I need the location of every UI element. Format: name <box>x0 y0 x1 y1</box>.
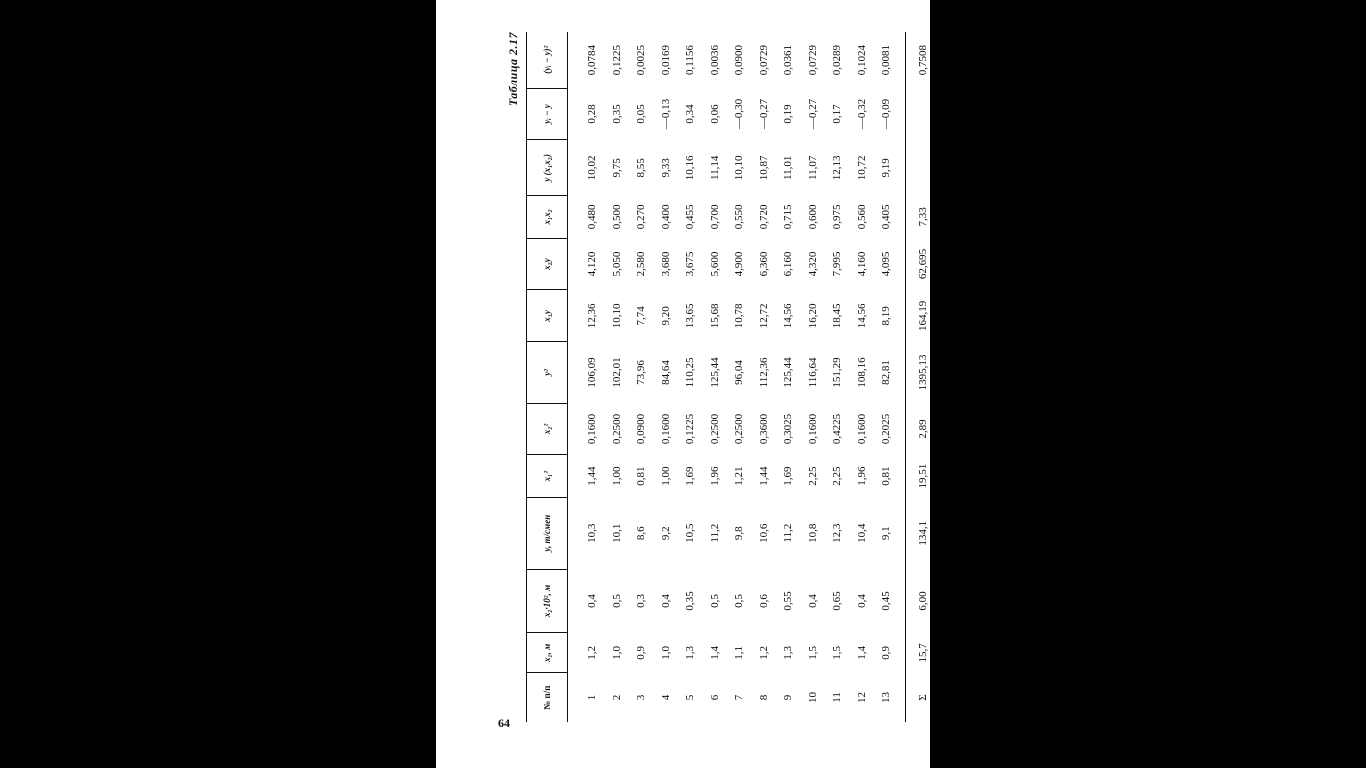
table-cell: 10,1 <box>610 523 623 543</box>
table-row <box>752 32 777 722</box>
table-cell: 0,65 <box>831 591 844 611</box>
table-cell: 10,4 <box>855 523 868 543</box>
table-cell: 0,1600 <box>586 413 599 445</box>
table-caption: Таблица 2.17 <box>506 32 520 107</box>
table-cell: 10,78 <box>733 303 746 329</box>
table-cell: 9,75 <box>610 158 623 178</box>
table-row <box>568 32 605 722</box>
table-cell: 12,3 <box>831 523 844 543</box>
table-row <box>850 32 875 722</box>
table-cell: 4,160 <box>855 251 868 277</box>
table-row <box>727 32 752 722</box>
header-cell: (yᵢ − y)² <box>527 32 568 88</box>
table-cell: 1,96 <box>708 466 721 486</box>
table-cell: 108,16 <box>855 357 868 388</box>
table-cell: 1,69 <box>782 466 795 486</box>
header-cell: x₂·10², м <box>527 569 568 633</box>
header-cell: x₂y <box>527 238 568 290</box>
table-cell: 112,36 <box>757 357 770 388</box>
rotated-table-block <box>502 32 929 722</box>
table-cell: 11 <box>831 692 844 703</box>
table-cell: 10,8 <box>806 523 819 543</box>
sum-cell: 134,1 <box>905 497 930 569</box>
table-cell: 0,0289 <box>831 44 844 76</box>
header-cell: yᵢ − y <box>527 88 568 140</box>
table-cell: 0,2500 <box>610 413 623 445</box>
table-cell: 10,5 <box>684 523 697 543</box>
table-cell: 0,2025 <box>880 413 893 445</box>
table-cell: 0,5 <box>708 594 721 608</box>
sum-cell: 164,19 <box>905 290 930 342</box>
table-cell: —0,27 <box>806 98 819 130</box>
table-cell: 10,3 <box>586 523 599 543</box>
table-cell: 0,0036 <box>708 44 721 76</box>
table-cell: 1,2 <box>757 646 770 660</box>
table-cell: 1,44 <box>757 466 770 486</box>
table-cell: 0,35 <box>610 104 623 124</box>
table-cell: 3,675 <box>684 251 697 277</box>
header-cell: y² <box>527 342 568 403</box>
table-cell: 1,00 <box>659 466 672 486</box>
table-cell: 73,96 <box>635 360 648 385</box>
table-cell: 0,45 <box>880 591 893 611</box>
table-cell: 0,0729 <box>806 44 819 76</box>
table-cell: 1,21 <box>733 466 746 486</box>
table-cell: 0,3025 <box>782 413 795 445</box>
table-cell: 4,095 <box>880 251 893 277</box>
table-row <box>678 32 703 722</box>
table-cell: 0,1156 <box>684 45 697 75</box>
table-cell: 1,5 <box>831 646 844 660</box>
table-cell: 0,1600 <box>659 413 672 445</box>
table-cell: 7,995 <box>831 251 844 277</box>
table-cell: 0,0729 <box>757 44 770 76</box>
table-cell: 9,20 <box>659 306 672 326</box>
header-cell: № п/п <box>527 673 568 722</box>
header-cell: y, т/смен <box>527 497 568 569</box>
table-cell: 14,56 <box>782 303 795 329</box>
table-cell: 0,600 <box>806 204 819 230</box>
table-cell: 0,28 <box>586 104 599 124</box>
table-cell: 1,44 <box>586 466 599 486</box>
table-cell: 0,560 <box>855 204 868 230</box>
table-cell: 4,120 <box>586 251 599 277</box>
table-cell: 7 <box>733 694 746 701</box>
table-cell: 10,02 <box>586 155 599 181</box>
table-row <box>801 32 826 722</box>
table-cell: 10,10 <box>610 303 623 329</box>
table-cell: 0,1225 <box>610 44 623 76</box>
sum-cell: 6,00 <box>905 569 930 633</box>
table-cell: 0,81 <box>635 466 648 486</box>
table-row <box>776 32 801 722</box>
table-cell: 125,44 <box>708 357 721 388</box>
table-cell: 10 <box>806 691 819 703</box>
table-cell: 9,2 <box>659 526 672 541</box>
table-cell: 84,64 <box>659 360 672 385</box>
table-cell: 0,4 <box>586 594 599 608</box>
table-cell: 0,3600 <box>757 413 770 445</box>
table-cell: 12,13 <box>831 155 844 181</box>
sum-cell: 19,51 <box>905 455 930 497</box>
table-cell: 0,480 <box>586 204 599 230</box>
sum-cell: 2,89 <box>905 403 930 455</box>
sum-cell: 0,7508 <box>905 32 930 88</box>
table-cell: 1,00 <box>610 466 623 486</box>
table-cell: 8 <box>757 694 770 701</box>
table-cell: 12,36 <box>586 303 599 329</box>
table-cell: 0,4225 <box>831 413 844 445</box>
table-cell: 8,55 <box>635 158 648 178</box>
table-cell: 10,72 <box>855 155 868 181</box>
sum-cell: 62,695 <box>905 238 930 290</box>
table-cell: 0,500 <box>610 204 623 230</box>
table-row <box>629 32 654 722</box>
sum-cell: 7,33 <box>905 196 930 238</box>
table-cell: 13 <box>880 691 893 703</box>
table-cell: 0,2500 <box>733 413 746 445</box>
table-cell: —0,32 <box>855 98 868 130</box>
sum-cell: Σ <box>905 673 930 722</box>
table-cell: 0,975 <box>831 204 844 230</box>
table-cell: 0,4 <box>659 594 672 608</box>
table-cell: 0,35 <box>684 591 697 611</box>
table-cell: 10,10 <box>733 155 746 181</box>
table-cell: 0,9 <box>635 646 648 660</box>
table-cell: 3,680 <box>659 251 672 277</box>
sum-cell: 15,7 <box>905 633 930 673</box>
header-cell: x₂² <box>527 403 568 455</box>
table-cell: 0,5 <box>733 594 746 608</box>
table-cell: 0,4 <box>806 594 819 608</box>
table-cell: 0,2500 <box>708 413 721 445</box>
table-cell: 0,9 <box>880 646 893 660</box>
table-cell: 0,0900 <box>733 44 746 76</box>
table-cell: 0,0900 <box>635 413 648 445</box>
table-cell: 13,65 <box>684 303 697 329</box>
table-cell: 0,0025 <box>635 44 648 76</box>
table-cell: —0,13 <box>659 98 672 130</box>
table-cell: 7,74 <box>635 306 648 326</box>
table-cell: 9,33 <box>659 158 672 178</box>
table-cell: 0,81 <box>880 466 893 486</box>
table-cell: 0,3 <box>635 594 648 608</box>
table-cell: 1 <box>586 694 599 701</box>
table-cell: 11,2 <box>708 523 721 543</box>
table-cell: 151,29 <box>831 357 844 388</box>
table-cell: 14,56 <box>855 303 868 329</box>
page-number: 64 <box>498 716 510 730</box>
sum-cell: 1395,13 <box>905 342 930 403</box>
table-cell: 0,5 <box>610 594 623 608</box>
table-cell: 1,3 <box>684 646 697 660</box>
sum-cell <box>905 140 930 196</box>
table-cell: 1,3 <box>782 646 795 660</box>
table-cell: 10,87 <box>757 155 770 181</box>
table-cell: 0,19 <box>782 104 795 124</box>
table-row <box>825 32 850 722</box>
table-header-row <box>527 32 568 722</box>
table-cell: 0,700 <box>708 204 721 230</box>
sum-row <box>905 32 930 722</box>
table-cell: 125,44 <box>782 357 795 388</box>
table-cell: 0,550 <box>733 204 746 230</box>
table-cell: 0,455 <box>684 204 697 230</box>
header-cell: x₁, м <box>527 633 568 673</box>
table-row <box>605 32 630 722</box>
table-cell: 1,1 <box>733 646 746 660</box>
table-cell: 10,6 <box>757 523 770 543</box>
table-cell: 0,405 <box>880 204 893 230</box>
table-cell: 5 <box>684 694 697 701</box>
table-cell: 9 <box>782 694 795 701</box>
table-cell: 0,0169 <box>659 44 672 76</box>
table-cell: 9,8 <box>733 526 746 541</box>
table-cell: 1,4 <box>855 646 868 660</box>
book-page <box>436 0 930 768</box>
table-cell: 1,0 <box>659 646 672 660</box>
table-cell: 8,6 <box>635 526 648 541</box>
data-table <box>526 32 930 722</box>
table-cell: 0,715 <box>782 204 795 230</box>
table-cell: 2,25 <box>831 466 844 486</box>
table-cell: 96,04 <box>733 360 746 385</box>
table-cell: 82,81 <box>880 360 893 385</box>
table-cell: 4,320 <box>806 251 819 277</box>
table-cell: 9,19 <box>880 158 893 178</box>
table-cell: 3 <box>635 694 648 701</box>
table-cell: 5,600 <box>708 251 721 277</box>
table-cell: 15,68 <box>708 303 721 329</box>
table-cell: 0,400 <box>659 204 672 230</box>
table-cell: 0,34 <box>684 104 697 124</box>
table-cell: 6,360 <box>757 251 770 277</box>
table-cell: 0,1024 <box>855 44 868 76</box>
table-cell: 102,01 <box>610 357 623 388</box>
table-cell: 5,050 <box>610 251 623 277</box>
header-cell: x₁x₂ <box>527 196 568 238</box>
table-cell: 4,900 <box>733 251 746 277</box>
header-cell: x₁² <box>527 455 568 497</box>
table-cell: —0,09 <box>880 98 893 130</box>
table-cell: 1,4 <box>708 646 721 660</box>
table-cell: 6,160 <box>782 251 795 277</box>
table-cell: 11,14 <box>708 155 721 180</box>
table-cell: 12 <box>855 691 868 703</box>
table-cell: 2,580 <box>635 251 648 277</box>
table-cell: 16,20 <box>806 303 819 329</box>
table-cell: 11,01 <box>782 155 795 180</box>
table-cell: 12,72 <box>757 303 770 329</box>
table-cell: 1,2 <box>586 646 599 660</box>
table-cell: 1,5 <box>806 646 819 660</box>
table-cell: 0,270 <box>635 204 648 230</box>
table-row <box>654 32 679 722</box>
table-cell: 106,09 <box>586 357 599 388</box>
table-cell: 6 <box>708 694 721 701</box>
table-cell: —0,30 <box>733 98 746 130</box>
table-cell: 0,05 <box>635 104 648 124</box>
table-row <box>874 32 905 722</box>
header-cell: x₁y <box>527 290 568 342</box>
table-cell: 0,4 <box>855 594 868 608</box>
table-cell: 1,96 <box>855 466 868 486</box>
table-cell: 0,1225 <box>684 413 697 445</box>
table-cell: 1,69 <box>684 466 697 486</box>
table-cell: 9,1 <box>880 526 893 541</box>
sum-cell <box>905 88 930 140</box>
table-cell: 116,64 <box>806 357 819 388</box>
table-cell: 2 <box>610 694 623 701</box>
table-cell: 0,0361 <box>782 44 795 76</box>
header-cell: y (x₁x₂) <box>527 140 568 196</box>
table-cell: 11,2 <box>782 523 795 543</box>
table-cell: 2,25 <box>806 466 819 486</box>
table-cell: 0,0081 <box>880 44 893 76</box>
table-cell: 0,6 <box>757 594 770 608</box>
table-body <box>568 32 931 722</box>
table-cell: 4 <box>659 694 672 701</box>
table-cell: 0,17 <box>831 104 844 124</box>
table-cell: 18,45 <box>831 303 844 329</box>
table-cell: 0,06 <box>708 104 721 124</box>
table-cell: 0,1600 <box>855 413 868 445</box>
table-cell: —0,27 <box>757 98 770 130</box>
table-row <box>703 32 728 722</box>
table-cell: 0,55 <box>782 591 795 611</box>
table-cell: 8,19 <box>880 306 893 326</box>
table-cell: 0,1600 <box>806 413 819 445</box>
table-cell: 10,16 <box>684 155 697 181</box>
table-cell: 11,07 <box>806 155 819 180</box>
table-cell: 1,0 <box>610 646 623 660</box>
table-cell: 0,720 <box>757 204 770 230</box>
table-cell: 110,25 <box>684 357 697 388</box>
table-cell: 0,0784 <box>586 44 599 76</box>
